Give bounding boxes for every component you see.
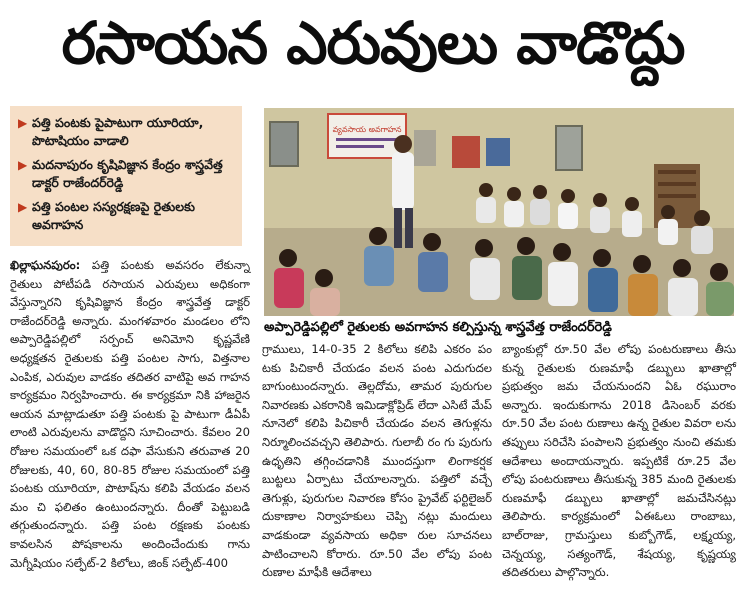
highlight-item bbox=[18, 198, 236, 234]
meeting-photo-illustration bbox=[264, 108, 734, 316]
news-photo bbox=[264, 108, 734, 316]
column-text: గ్రాములు, 14-0-35 2 కిలోలు కలిపి ఎకరం పం టకు పిచికారీ చేయడం వలన పంట ఎదుగుదల బాగుంటుందన్నారు. తెల్లదోమ, తామర పురుగుల నివారణకు ఎకరానికి ఇమిడాక్లోప్రిడ్ లేదా ఎసిటే మేప్ నూనెలో కలిపి పిచికారీ చేయడం వలన తెగుళ్లను నిర్మూలించవచ్చని తెలిపారు. గులాబీ రం గు పురుగు ఉధృతిని తగ్గించడానికి ముందస్తుగా లింగాకర్షక బుట్టలు ఏర్పాటు చేయాలన్నారు. పత్తిలో వచ్చే తెగుళ్లు, పురుగుల నివారణ కోసం ప్రైవేట్ ఫర్టిలైజర్ దుకాణాల నిర్వాహకులు చెప్పి నట్లు మందులు వాడకుండా వ్యవసాయ అధికా రుల సూచనలు పాటించాలని కోరారు. రూ.50 వేల లోపు పంట రుణాల మాఫీకి ఆదేశాలు bbox=[262, 342, 492, 580]
highlight-text: పత్తి పంటకు పైపాటుగా యూరియా, పొటాషియం వాడాలి bbox=[32, 115, 204, 148]
column-text: బ్యాంకుల్లో రూ.50 వేల లోపు పంటరుణాలు తీసు కున్న రైతులకు రుణమాఫీ డబ్బులు ఖాతాల్లో ప్రభుత్వం జమ చేయనుందని ఏఓ రఘురాం అన్నారు. ఇందుకుగాను 2018 డిసెంబర్ వరకు రూ.50 వేల పంట రుణాలు ఉన్న రైతుల వివరా లను తప్పులు సరిచేసి పంపాలని ప్రభుత్వం నుంచి తమకు ఆదేశాలు అందాయన్నారు. ఇప్పటికే రూ.25 వేల లోపు పంటరుణాలు తీసుకున్న 385 మంది రైతులకు రుణమాఫీ డబ్బులు ఖాతాల్లో జమచేసినట్లు తెలిపారు. కార్యక్రమంలో ఏఈఓలు రాంబాబు, బాల్‌రాజు, గ్రామస్తులు కుబ్బోగౌడ్, లక్ష్మయ్య, చెన్నయ్య, సత్యంగౌడ్, శేషయ్య, కృష్ణయ్య తదితరులు పాల్గొన్నారు. bbox=[502, 342, 736, 580]
highlight-text: పత్తి పంటల సస్యరక్షణపై రైతులకు అవగాహన bbox=[32, 199, 195, 232]
headline: రసాయన ఎరువులు వాడొద్దు bbox=[61, 8, 685, 77]
article-column-1 bbox=[10, 256, 250, 572]
bullet-icon: ▶ bbox=[18, 158, 28, 172]
highlights-box bbox=[10, 106, 242, 246]
photo-caption: అప్పారెడ్డిపల్లిలో రైతులకు అవగాహన కల్పిస్తున్న శాస్త్రవేత్త రాజేందర్‌రెడ్డి bbox=[264, 320, 612, 335]
banner-text: వ్యవసాయ అవగాహన bbox=[332, 125, 402, 134]
column-text: పత్తి పంటకు అవసరం లేకున్నా రైతులు పోటీపడి రసాయన ఎరువులు అధికంగా వేస్తున్నారని కృషివిజ్ఞాన కేంద్రం శాస్త్రవేత్త డాక్టర్ రాజేందర్‌రెడ్డి అన్నారు. మంగళవారం మండలం లోని అప్పారెడ్డిపల్లిలో సర్పంచ్ అనిమోని కృష్ణవేణి అధ్యక్షతన రైతులకు పత్తి పంటల సాగు, విత్తనాల ఎంపిక, ఎరువుల వాడకం తదితర వాటిపై అవ గాహన కార్యక్రమం నిర్వహించారు. ఈ కార్యక్రమా నికి హాజరైన ఆయన మాట్లాడుతూ పత్తి పంటకు పై పాటుగా డీఏపీ లాంటి ఎరువులను వాడొద్దని సూచించారు. కేవలం 20 రోజుల సమయంలో ఒక దఫా వేసుకుని తరువాత 20 రోజులకు, 40, 60, 80-85 రోజుల సమయంలో పత్తి పంటకు యూరియా, పొటాష్‌ను కలిపి వేయడం వలన మం చి ఫలితం ఉంటుందన్నారు. దీంతో పెట్టుబడి తగ్గుతుందన్నారు. పత్తి పంట రక్షణకు పంటకు కావలసిన పోషకాలను అందించేందుకు గాను మెగ్నీషియం సల్ఫేట్-2 కిలోలు, జింక్ సల్ఫేట్-400 bbox=[10, 258, 251, 570]
bullet-icon: ▶ bbox=[18, 116, 28, 130]
highlight-item bbox=[18, 114, 236, 150]
highlight-item bbox=[18, 156, 236, 192]
bullet-icon: ▶ bbox=[18, 200, 28, 214]
dateline: ఖిల్లాఘనపురం: bbox=[10, 258, 81, 272]
article-column-3 bbox=[502, 340, 736, 582]
article-column-2 bbox=[262, 340, 492, 582]
highlight-text: మదనాపురం కృషివిజ్ఞాన కేంద్రం శాస్త్రవేత్త డాక్టర్ రాజేందర్‌రెడ్డి bbox=[32, 157, 223, 190]
